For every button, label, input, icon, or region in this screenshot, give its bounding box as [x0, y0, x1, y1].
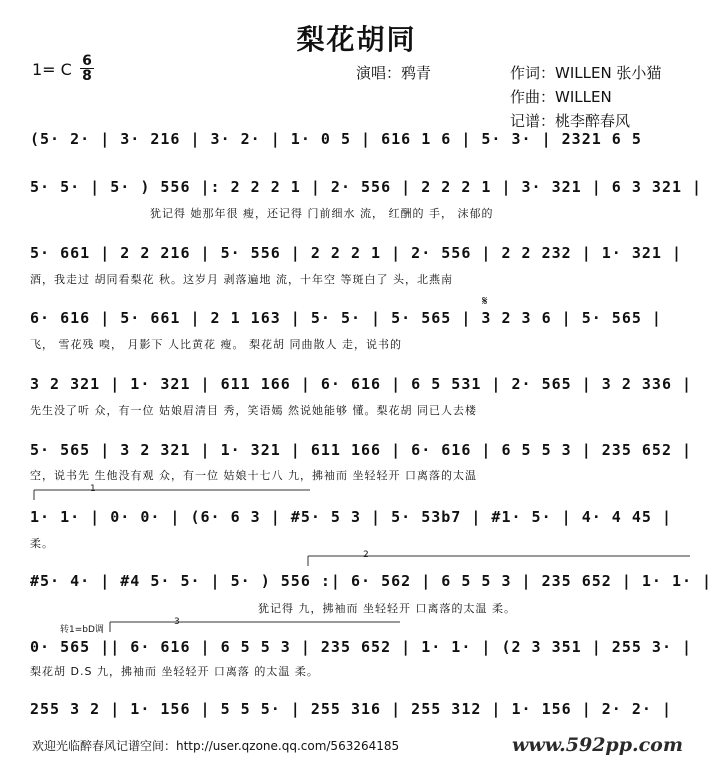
volta-2-label: 2 [363, 550, 369, 560]
key-signature: 1= C [32, 60, 72, 79]
staff-system-5: 3 2 321 | 1· 321 | 611 166 | 6· 616 | 6 5 531 | 2· 565 | 3 2 336 | [30, 375, 693, 393]
lyricist-credit: 作词：WILLEN 张小猫 [510, 64, 662, 82]
staff-system-9: 0· 565 || 6· 616 | 6 5 5 3 | 235 652 | 1· 1· | (2 3 351 | 255 3· | [30, 638, 693, 656]
staff-system-6: 5· 565 | 3 2 321 | 1· 321 | 611 166 | 6· 616 | 6 5 5 3 | 235 652 | [30, 441, 693, 459]
lyrics-system-2: 犹记得 她那年很 瘦，还记得 门前细水 流， 红酬的 手， 沫郁的 [150, 207, 494, 220]
staff-system-8: #5· 4· | #4 5· 5· | 5· ) 556 :| 6· 562 | 6 5 5 3 | 235 652 | 1· 1· | [30, 572, 713, 590]
staff-system-3: 5· 661 | 2 2 216 | 5· 556 | 2 2 2 1 | 2· 556 | 2 2 232 | 1· 321 | [30, 244, 682, 262]
time-denominator: 8 [82, 68, 92, 84]
score-title: 梨花胡同 [296, 23, 417, 56]
staff-system-7: 1· 1· | 0· 0· | (6· 6 3 | #5· 5 3 | 5· 53b7 | #1· 5· | 4· 4 45 | [30, 508, 672, 526]
lyrics-system-4: 飞， 雪花残 嗅， 月影下 人比黄花 瘦。 梨花胡 同曲散人 走，说书的 [30, 338, 402, 351]
staff-system-1: (5· 2· | 3· 216 | 3· 2· | 1· 0 5 | 616 1 6 | 5· 3· | 2321 6 5 [30, 130, 642, 148]
singer-credit: 演唱：鸦青 [356, 64, 432, 82]
lyrics-system-9: 梨花胡 D.S 九，拂袖而 坐轻轻开 口离落 的太温 柔。 [30, 665, 319, 678]
time-numerator: 6 [80, 54, 94, 69]
staff-system-4: 6· 616 | 5· 661 | 2 1 163 | 5· 5· | 5· 565 | 3 2 3 6 | 5· 565 | [30, 309, 662, 327]
footer-text: 欢迎光临醉春风记谱空间：http://user.qzone.qq.com/563264185 [32, 739, 400, 753]
volta-1-label: 1 [90, 484, 96, 494]
staff-system-2: 5· 5· | 5· ) 556 |: 2 2 2 1 | 2· 556 | 2 2 2 1 | 3· 321 | 6 3 321 | [30, 178, 703, 196]
lyrics-system-6: 空，说书先 生他没有观 众，有一位 姑娘十七八 九，拂袖而 坐轻轻开 口离落的太温 [30, 469, 477, 482]
volta-3-label: 3 [174, 617, 180, 627]
lyrics-system-8: 犹记得 九，拂袖而 坐轻轻开 口离落的太温 柔。 [258, 602, 516, 615]
modulation-label: 转1=bD调 [60, 625, 104, 635]
segno-sign: 𝄋 [482, 294, 488, 309]
lyrics-system-7: 柔。 [30, 537, 54, 550]
staff-system-10: 255 3 2 | 1· 156 | 5 5 5· | 255 316 | 255 312 | 1· 156 | 2· 2· | [30, 700, 672, 718]
composer-credit: 作曲：WILLEN [510, 88, 612, 106]
transcriber-credit: 记谱：桃李醉春风 [510, 112, 631, 130]
lyrics-system-5: 先生没了听 众，有一位 姑娘眉清目 秀，笑语嫣 然说她能够 懂。梨花胡 同已人去楼 [30, 404, 477, 417]
lyrics-system-3: 酒，我走过 胡同看梨花 秋。这岁月 剥落遍地 流，十年空 等斑白了 头，北燕南 [30, 273, 453, 286]
watermark: www.592pp.com [512, 734, 683, 756]
